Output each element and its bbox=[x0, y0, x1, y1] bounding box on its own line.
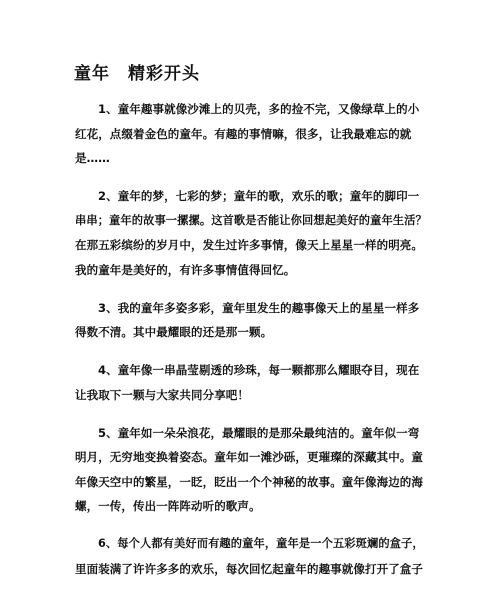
paragraph-line: 串串；童年的故事一摞摞。这首歌是否能让你回想起美好的童年生活？ bbox=[75, 213, 427, 227]
paragraph-line: 明月，无穷地变换着姿态。童年如一滩沙砾，更璀璨的深藏其中。童 bbox=[75, 450, 423, 464]
paragraph-line: 年像天空中的繁星，一眨，眨出一个个神秘的故事。童年像海边的海 bbox=[75, 474, 423, 489]
paragraph-line: 3、我的童年多姿多彩，童年里发生的趣事像天上的星星一样多 bbox=[98, 300, 420, 315]
paragraph-line: 我的童年是美好的，有许多事情值得回忆。 bbox=[75, 262, 296, 277]
paragraph-line: 螺，一传，传出一阵阵动听的歌声。 bbox=[75, 499, 261, 513]
paragraph-line: 让我取下一颗与大家共同分享吧！ bbox=[75, 387, 249, 402]
paragraph-line: 2、童年的梦，七彩的梦；童年的歌，欢乐的歌；童年的脚印一 bbox=[98, 189, 420, 203]
paragraph-4 bbox=[75, 358, 427, 407]
document-title: 童年 精彩开头 bbox=[74, 64, 200, 84]
paragraph-3 bbox=[75, 296, 427, 345]
paragraph-line: 是…… bbox=[75, 151, 110, 165]
paragraph-line: 红花，点缀着金色的童年。有趣的事情嘛，很多，让我最难忘的就 bbox=[75, 126, 412, 141]
paragraph-line: 在那五彩缤纷的岁月中，发生过许多事情，像天上星星一样的明亮。 bbox=[75, 238, 423, 252]
paragraph-line: 6、每个人都有美好而有趣的童年，童年是一个五彩斑斓的盒子， bbox=[98, 537, 424, 550]
paragraph-1 bbox=[75, 97, 427, 171]
paragraph-5 bbox=[75, 421, 427, 519]
paragraph-6 bbox=[75, 532, 427, 581]
paragraph-line: 4、童年像一串晶莹剔透的珍珠，每一颗都那么耀眼夺目，现在 bbox=[98, 363, 420, 377]
paragraph-line: 1、童年趣事就像沙滩上的贝壳，多的捡不完，又像绿草上的小 bbox=[98, 102, 420, 116]
paragraph-line: 得数不清。其中最耀眼的还是那一颗。 bbox=[75, 325, 273, 339]
document-body bbox=[75, 97, 427, 595]
paragraph-2 bbox=[75, 184, 427, 282]
paragraph-line: 里面装满了许许多多的欢乐，每次回忆起童年的趣事就像打开了盒子 bbox=[75, 561, 423, 576]
paragraph-line: 5、童年如一朵朵浪花，最耀眼的是那朵最纯洁的。童年似一弯 bbox=[98, 425, 420, 440]
